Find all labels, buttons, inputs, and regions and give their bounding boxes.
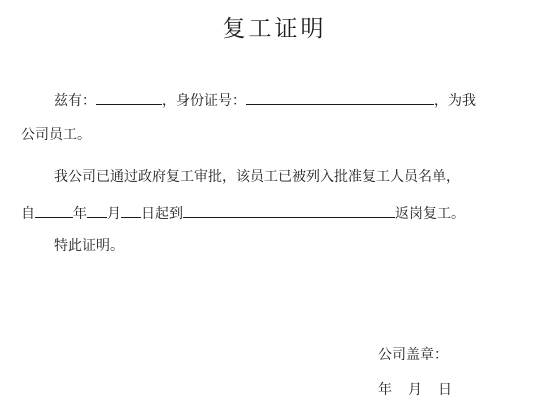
intro-line <box>54 90 476 111</box>
signature-year: 年 <box>378 382 392 398</box>
closing-line: 特此证明。 <box>54 238 124 254</box>
date-start-label: 自 <box>21 206 35 222</box>
company-seal-label: 公司盖章： <box>378 347 448 363</box>
name-blank <box>96 90 162 105</box>
intro-mid: ，身份证号： <box>162 93 246 109</box>
signature-day: 日 <box>438 382 452 398</box>
intro-prefix: 兹有： <box>54 93 96 109</box>
date-range-line <box>21 203 465 224</box>
return-text: 返岗复工。 <box>395 206 465 222</box>
intro-suffix: ，为我 <box>434 93 476 109</box>
signature-date-line <box>378 380 452 400</box>
month-label: 月 <box>107 206 121 222</box>
signature-month: 月 <box>408 382 422 398</box>
intro-continuation: 公司员工。 <box>21 127 91 143</box>
id-number-blank <box>246 90 434 105</box>
month-blank <box>87 203 107 218</box>
day-blank <box>121 203 141 218</box>
end-date-blank <box>183 203 395 218</box>
year-blank <box>35 203 73 218</box>
document-title: 复工证明 <box>222 16 327 42</box>
day-from-label: 日起到 <box>141 206 183 222</box>
approval-line: 我公司已通过政府复工审批，该员工已被列入批准复工人员名单， <box>54 169 460 185</box>
year-label: 年 <box>73 206 87 222</box>
